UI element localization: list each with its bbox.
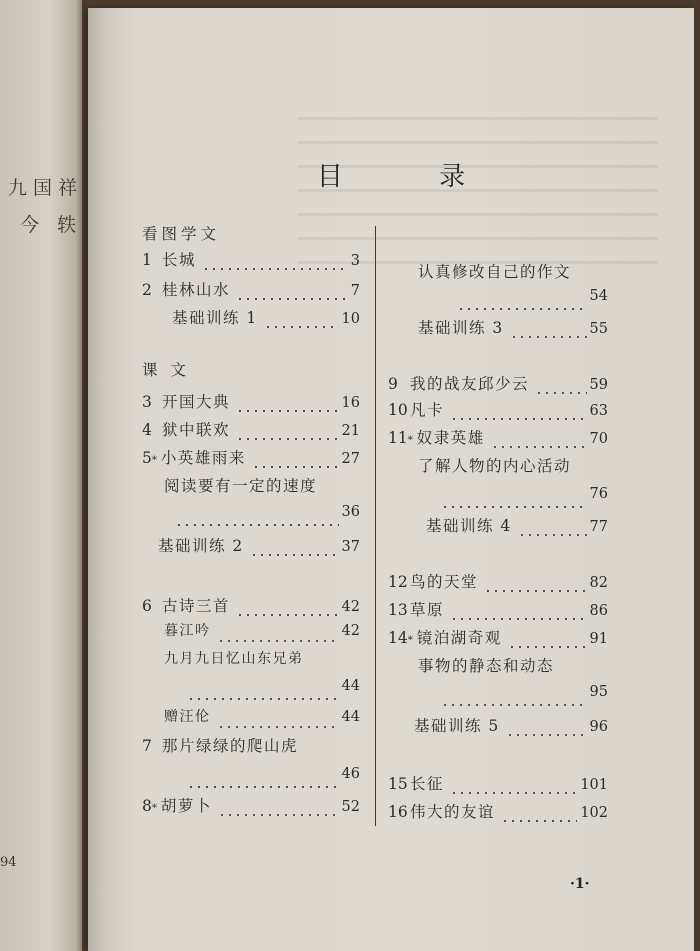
entry-title: 认真修改自己的作文 <box>418 263 572 281</box>
entry-page: 70 <box>589 431 608 447</box>
entry-title: 古诗三首 <box>162 597 231 615</box>
toc-entry[interactable]: 14 * 镜泊湖奇观 91 <box>388 626 608 652</box>
entry-page: 42 <box>341 623 360 639</box>
entry-title: 基础训练 4 <box>426 517 512 535</box>
entry-page: 7 <box>350 283 360 299</box>
previous-page-edge <box>0 0 82 951</box>
entry-number: 9 <box>388 375 398 393</box>
toc-entry[interactable] <box>414 714 608 740</box>
toc-entry[interactable]: 11 * 奴隶英雄 70 <box>388 426 608 452</box>
entry-page: 86 <box>589 603 608 619</box>
previous-page-text-fragment: 九国祥 <box>8 177 84 199</box>
toc-entry-continuation[interactable] <box>184 678 360 704</box>
entry-title: 桂林山水 <box>162 281 231 299</box>
toc-entry[interactable] <box>142 248 360 274</box>
dot-leader <box>250 554 339 556</box>
dot-leader <box>217 640 339 642</box>
dot-leader <box>450 418 587 420</box>
section-heading: 看图学文 <box>142 225 221 243</box>
entry-page: 44 <box>341 678 360 694</box>
entry-page: 54 <box>589 288 608 304</box>
toc-entry[interactable] <box>418 454 608 480</box>
entry-number: 1 <box>142 251 152 269</box>
entry-title: 狱中联欢 <box>162 421 231 439</box>
dot-leader <box>510 336 587 338</box>
entry-page: 52 <box>341 799 360 815</box>
entry-title: 基础训练 3 <box>418 319 504 337</box>
toc-entry[interactable] <box>164 648 360 674</box>
entry-page: 21 <box>341 423 360 439</box>
entry-page: 16 <box>341 395 360 411</box>
entry-page: 76 <box>589 486 608 502</box>
toc-entry-continuation[interactable] <box>172 504 360 530</box>
dot-leader <box>202 268 348 270</box>
previous-page-number-fragment: 94 <box>0 855 17 870</box>
dot-leader <box>501 820 577 822</box>
toc-entry-continuation[interactable] <box>184 766 360 792</box>
entry-number: 2 <box>142 281 152 299</box>
toc-entry[interactable] <box>164 620 360 646</box>
dot-leader <box>236 614 339 616</box>
toc-entry[interactable] <box>142 278 360 304</box>
entry-title: 长征 <box>410 775 445 793</box>
entry-page: 82 <box>589 575 608 591</box>
entry-number: 15 <box>388 775 408 793</box>
toc-entry[interactable] <box>388 800 608 826</box>
entry-title: 九月九日忆山东兄弟 <box>164 651 304 667</box>
dot-leader <box>441 704 587 706</box>
entry-page: 37 <box>341 539 360 555</box>
entry-title: 暮江吟 <box>164 623 211 639</box>
dot-leader <box>518 534 587 536</box>
toc-entry[interactable]: 5 * 小英雄雨来 27 <box>142 446 360 472</box>
entry-number: 4 <box>142 421 152 439</box>
toc-entry[interactable] <box>418 316 608 342</box>
entry-page: 95 <box>589 684 608 700</box>
entry-title: 我的战友邱少云 <box>410 375 530 393</box>
toc-entry[interactable] <box>388 570 608 596</box>
toc-entry[interactable] <box>172 306 360 332</box>
dot-leader <box>175 524 339 526</box>
dot-leader <box>187 786 339 788</box>
toc-entry[interactable] <box>164 706 360 732</box>
toc-entry[interactable]: 8 * 胡萝卜 52 <box>142 794 360 820</box>
dot-leader <box>450 792 577 794</box>
entry-number: 12 <box>388 573 408 591</box>
toc-entry[interactable] <box>418 260 608 286</box>
entry-number: 6 <box>142 597 152 615</box>
dot-leader <box>236 438 339 440</box>
entry-page: 10 <box>341 311 360 327</box>
toc-entry[interactable] <box>388 372 608 398</box>
previous-page-text-fragment: 今 轶 <box>20 214 83 236</box>
toc-entry[interactable] <box>418 654 608 680</box>
toc-entry[interactable] <box>142 390 360 416</box>
dot-leader <box>187 698 339 700</box>
dot-leader <box>264 326 339 328</box>
entry-number: 7 <box>142 737 152 755</box>
dot-leader <box>491 446 587 448</box>
entry-number: 11 <box>388 429 408 447</box>
entry-number: 16 <box>388 803 408 821</box>
entry-title: 胡萝卜 <box>160 797 212 815</box>
dot-leader <box>457 308 587 310</box>
entry-page: 102 <box>580 805 608 821</box>
entry-number: 8 <box>142 797 152 815</box>
dot-leader <box>236 410 339 412</box>
entry-title: 基础训练 5 <box>414 717 500 735</box>
page-title: 目 录 <box>316 162 510 192</box>
entry-page: 36 <box>341 504 360 520</box>
entry-page: 44 <box>341 709 360 725</box>
toc-entry-continuation[interactable] <box>438 486 608 512</box>
entry-title: 伟大的友谊 <box>410 803 496 821</box>
entry-title: 草原 <box>410 601 445 619</box>
toc-entry-continuation[interactable] <box>454 288 608 314</box>
toc-entry[interactable] <box>158 534 360 560</box>
dot-leader <box>484 590 587 592</box>
dot-leader <box>535 392 587 394</box>
entry-page: 27 <box>341 451 360 467</box>
entry-page: 96 <box>589 719 608 735</box>
entry-number: 5 <box>142 449 152 467</box>
toc-entry[interactable] <box>388 772 608 798</box>
entry-page: 91 <box>589 631 608 647</box>
entry-number: 3 <box>142 393 152 411</box>
entry-title: 开国大典 <box>162 393 231 411</box>
toc-entry[interactable] <box>164 474 360 500</box>
dot-leader <box>252 466 339 468</box>
entry-page: 77 <box>589 519 608 535</box>
entry-title: 阅读要有一定的速度 <box>164 477 318 495</box>
dot-leader <box>236 298 348 300</box>
dot-leader <box>508 646 587 648</box>
entry-title: 奴隶英雄 <box>416 429 485 447</box>
toc-entry[interactable] <box>142 734 360 760</box>
entry-page: 46 <box>341 766 360 782</box>
dot-leader <box>218 814 339 816</box>
entry-number: 10 <box>388 401 408 419</box>
entry-title: 基础训练 2 <box>158 537 244 555</box>
toc-entry[interactable] <box>142 418 360 444</box>
toc-entry[interactable] <box>142 594 360 620</box>
toc-entry[interactable] <box>388 398 608 424</box>
toc-entry[interactable] <box>388 598 608 624</box>
dot-leader <box>217 726 339 728</box>
entry-title: 镜泊湖奇观 <box>416 629 502 647</box>
dot-leader <box>506 734 587 736</box>
dot-leader <box>450 618 587 620</box>
entry-page: 42 <box>341 599 360 615</box>
entry-title: 鸟的天堂 <box>410 573 479 591</box>
entry-page: 59 <box>589 377 608 393</box>
entry-title: 基础训练 1 <box>172 309 258 327</box>
entry-title: 赠汪伦 <box>164 709 211 725</box>
entry-title: 了解人物的内心活动 <box>418 457 572 475</box>
page-number: ·1· <box>570 876 590 892</box>
toc-entry[interactable] <box>426 514 608 540</box>
contents-page <box>88 8 694 951</box>
entry-title: 长城 <box>162 251 197 269</box>
entry-page: 3 <box>350 253 360 269</box>
section-heading: 课 文 <box>142 361 190 379</box>
entry-title: 事物的静态和动态 <box>418 657 555 675</box>
entry-title: 小英雄雨来 <box>160 449 246 467</box>
entry-page: 55 <box>589 321 608 337</box>
entry-number: 13 <box>388 601 408 619</box>
entry-number: 14 <box>388 629 408 647</box>
entry-title: 凡卡 <box>410 401 445 419</box>
toc-entry-continuation[interactable] <box>438 684 608 710</box>
dot-leader <box>441 506 587 508</box>
entry-page: 63 <box>589 403 608 419</box>
table-of-contents <box>88 8 694 951</box>
entry-page: 101 <box>580 777 608 793</box>
entry-title: 那片绿绿的爬山虎 <box>162 737 299 755</box>
